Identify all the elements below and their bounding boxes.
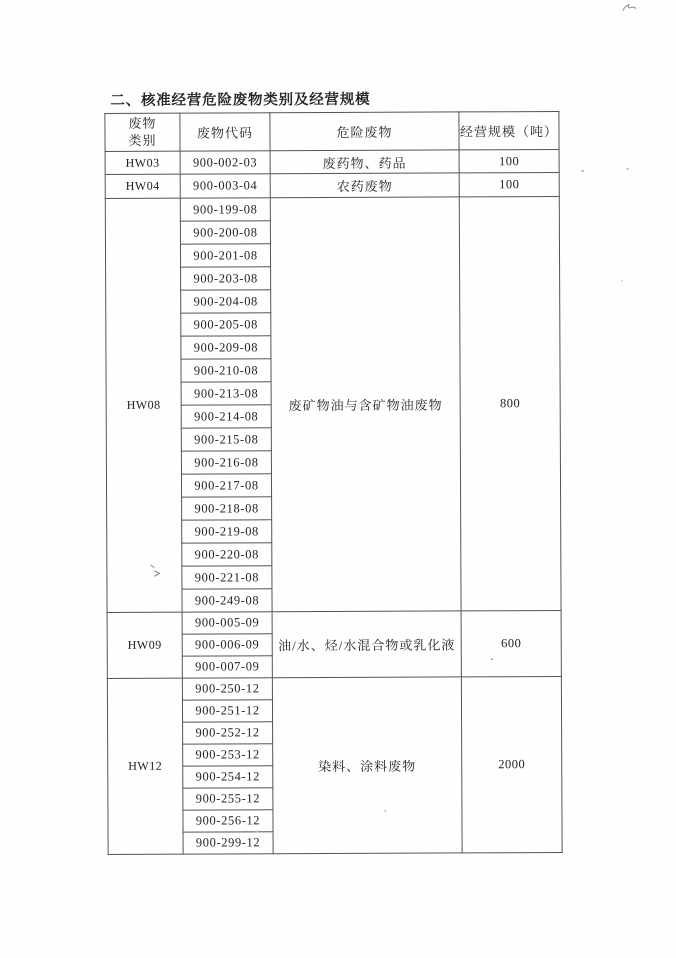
waste-code-cell: 900-217-08 (181, 474, 271, 497)
waste-code-cell: 900-201-08 (180, 244, 270, 267)
waste-code-cell: 900-221-08 (182, 566, 272, 589)
waste-category-cell: HW08 (105, 198, 182, 612)
waste-code-cell: 900-250-12 (182, 678, 272, 700)
waste-code-cell: 900-256-12 (183, 810, 273, 832)
waste-code-cell: 900-249-08 (182, 589, 272, 612)
hazardous-waste-cell: 油/水、烃/水混合物或乳化液 (272, 611, 461, 678)
scan-artifact-squiggle (620, 2, 638, 14)
waste-code-cell: 900-204-08 (181, 290, 271, 313)
waste-code-cell: 900-205-08 (181, 313, 271, 336)
waste-code-cell: 900-251-12 (182, 700, 272, 722)
waste-category-cell: HW03 (105, 151, 180, 174)
waste-code-cell: 900-210-08 (181, 359, 271, 382)
waste-table-body (105, 149, 562, 854)
operation-scale-cell: 2000 (461, 676, 562, 852)
operation-scale-cell: 100 (459, 149, 559, 172)
waste-code-cell: 900-007-09 (182, 656, 272, 678)
waste-code-cell: 900-255-12 (183, 788, 273, 810)
header-operation-scale: 经营规模（吨） (459, 111, 559, 149)
header-waste-code: 废物代码 (180, 113, 270, 151)
table-row (107, 610, 561, 634)
waste-code-cell: 900-200-08 (180, 221, 270, 244)
table-row (105, 172, 559, 198)
waste-code-cell: 900-253-12 (183, 744, 273, 766)
table-row (105, 149, 559, 174)
waste-code-cell: 900-002-03 (180, 151, 270, 174)
hazardous-waste-cell: 农药废物 (270, 173, 459, 198)
header-hazardous-waste: 危险废物 (270, 112, 459, 151)
hazardous-waste-cell: 废药物、药品 (270, 150, 459, 174)
table-header-row (105, 111, 559, 151)
waste-code-cell: 900-213-08 (181, 382, 271, 405)
operation-scale-cell: 600 (461, 610, 561, 676)
waste-code-cell: 900-215-08 (181, 428, 271, 451)
waste-table (104, 111, 562, 855)
waste-code-cell: 900-216-08 (181, 451, 271, 474)
operation-scale-cell: 100 (459, 172, 559, 196)
table-row (105, 196, 559, 221)
scan-speck (621, 280, 623, 282)
scan-speck (627, 168, 629, 170)
waste-code-cell: 900-005-09 (182, 612, 272, 634)
waste-code-cell: 900-254-12 (183, 766, 273, 788)
waste-category-cell: HW04 (105, 174, 180, 198)
waste-code-cell: 900-214-08 (181, 405, 271, 428)
waste-code-cell: 900-219-08 (182, 520, 272, 543)
waste-code-cell: 900-199-08 (180, 198, 270, 221)
hazardous-waste-cell: 染料、涂料废物 (272, 677, 462, 854)
operation-scale-cell: 800 (459, 196, 561, 610)
table-row (107, 676, 561, 700)
header-waste-category: 废物 类别 (105, 113, 180, 151)
waste-code-cell: 900-006-09 (182, 634, 272, 656)
waste-code-cell: 900-203-08 (181, 267, 271, 290)
waste-code-cell: 900-003-04 (180, 174, 270, 198)
section-title: 二、核准经营危险废物类别及经营规模 (110, 91, 371, 109)
waste-category-cell: HW09 (107, 612, 182, 678)
waste-code-cell: 900-218-08 (182, 497, 272, 520)
waste-code-cell: 900-220-08 (182, 543, 272, 566)
waste-code-cell: 900-209-08 (181, 336, 271, 359)
waste-code-cell: 900-252-12 (183, 722, 273, 744)
scan-speck (582, 170, 584, 172)
waste-code-cell: 900-299-12 (183, 832, 273, 854)
waste-category-cell: HW12 (107, 678, 183, 854)
hazardous-waste-cell: 废矿物油与含矿物油废物 (270, 197, 461, 612)
